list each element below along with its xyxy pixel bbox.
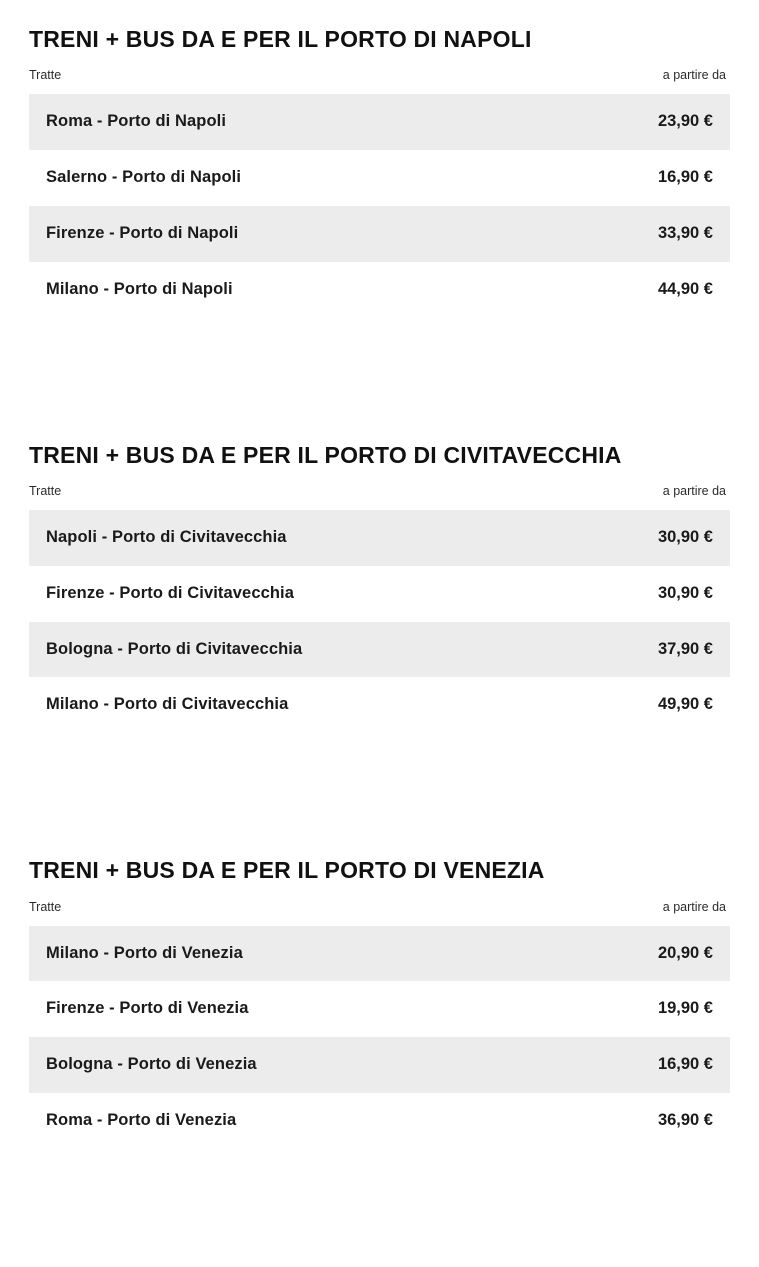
price-value: 19,90 €: [657, 999, 713, 1018]
section-title: TRENI + BUS DA E PER IL PORTO DI NAPOLI: [29, 26, 532, 52]
section-porto-di-civitavecchia: [29, 416, 730, 734]
price-value: 33,90 €: [657, 224, 713, 243]
price-value: 37,90 €: [657, 639, 713, 658]
table-row[interactable]: [29, 622, 730, 678]
section-title: TRENI + BUS DA E PER IL PORTO DI VENEZIA: [29, 857, 545, 884]
route-label: Milano - Porto di Napoli: [46, 279, 233, 298]
table-body: [29, 510, 730, 733]
table-row[interactable]: [29, 150, 730, 206]
table-header-row: [29, 68, 730, 94]
price-value: 16,90 €: [657, 1055, 713, 1074]
price-value: 44,90 €: [657, 279, 713, 298]
route-label: Firenze - Porto di Civitavecchia: [46, 583, 295, 602]
price-value: 30,90 €: [657, 583, 713, 602]
table-row[interactable]: [29, 510, 730, 566]
section-title: TRENI + BUS DA E PER IL PORTO DI CIVITAVECCHIA: [29, 441, 622, 468]
table-header: [29, 484, 730, 510]
table-body: [29, 94, 730, 317]
route-label: Salerno - Porto di Napoli: [46, 168, 242, 187]
column-header-price: a partire da: [517, 68, 730, 94]
route-label: Roma - Porto di Napoli: [46, 112, 227, 131]
table-row[interactable]: [29, 206, 730, 262]
table-row[interactable]: [29, 94, 730, 150]
column-header-price: a partire da: [517, 484, 730, 510]
table-row[interactable]: [29, 1093, 730, 1149]
route-label: Firenze - Porto di Napoli: [46, 224, 239, 243]
price-value: 23,90 €: [657, 112, 713, 131]
route-label: Napoli - Porto di Civitavecchia: [46, 528, 287, 547]
column-header-route: Tratte: [29, 484, 517, 510]
route-label: Milano - Porto di Civitavecchia: [46, 695, 289, 714]
price-value: 30,90 €: [657, 528, 713, 547]
route-label: Bologna - Porto di Venezia: [46, 1055, 257, 1074]
route-label: Milano - Porto di Venezia: [46, 943, 243, 962]
table-row[interactable]: [29, 981, 730, 1037]
column-header-route: Tratte: [29, 900, 517, 926]
price-value: 20,90 €: [657, 943, 713, 962]
table-header: [29, 900, 730, 926]
table-header: [29, 68, 730, 94]
column-header-price: a partire da: [517, 900, 730, 926]
section-porto-di-venezia: [29, 831, 730, 1149]
route-label: Firenze - Porto di Venezia: [46, 999, 249, 1018]
column-header-route: Tratte: [29, 68, 517, 94]
table-header-row: [29, 484, 730, 510]
table-row[interactable]: [29, 262, 730, 318]
price-table: [29, 900, 730, 1149]
route-label: Bologna - Porto di Civitavecchia: [46, 639, 303, 658]
table-row[interactable]: [29, 1037, 730, 1093]
route-label: Roma - Porto di Venezia: [46, 1111, 237, 1130]
table-row[interactable]: [29, 926, 730, 982]
price-table: [29, 68, 730, 317]
price-value: 16,90 €: [657, 168, 713, 187]
table-body: [29, 926, 730, 1149]
price-value: 49,90 €: [657, 695, 713, 714]
section-porto-di-napoli: [29, 0, 730, 318]
table-header-row: [29, 900, 730, 926]
table-row[interactable]: [29, 566, 730, 622]
price-table: [29, 484, 730, 733]
price-value: 36,90 €: [657, 1111, 713, 1130]
table-row[interactable]: [29, 677, 730, 733]
